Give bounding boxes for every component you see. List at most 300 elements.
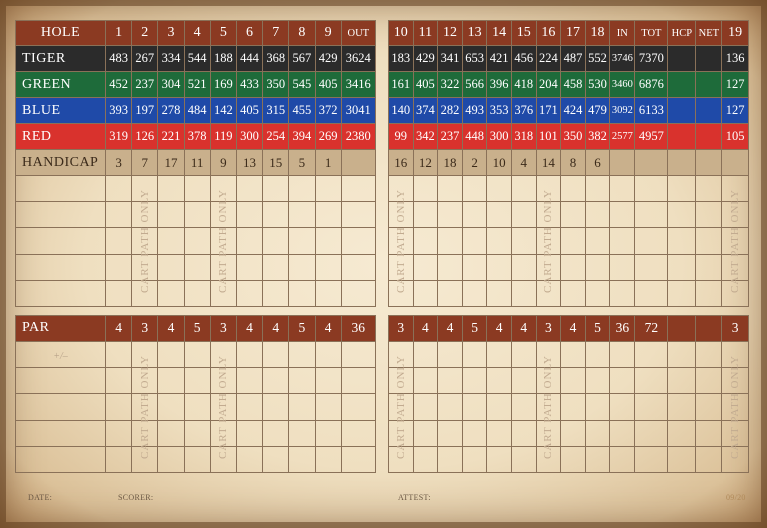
in-total: 3092 [610, 98, 635, 124]
score-cell[interactable] [184, 394, 210, 420]
cart-path-only-label: CART PATH ONLY [542, 354, 555, 459]
score-cell[interactable] [635, 176, 668, 202]
score-cell[interactable] [341, 280, 375, 306]
score-cell[interactable] [696, 176, 722, 202]
score-cell[interactable] [315, 368, 341, 394]
hole-number: 12 [438, 21, 463, 46]
score-cell[interactable] [561, 341, 586, 367]
score-cell[interactable] [438, 176, 463, 202]
score-cell[interactable] [413, 394, 438, 420]
score-cell[interactable] [511, 280, 536, 306]
score-row [389, 280, 749, 306]
score-cell[interactable] [462, 446, 487, 472]
score-cell[interactable] [236, 368, 262, 394]
score-cell[interactable] [289, 420, 315, 446]
yardage-cell: 350 [561, 124, 586, 150]
score-cell[interactable] [462, 254, 487, 280]
score-cell[interactable] [585, 420, 610, 446]
yardage-cell: 221 [158, 124, 184, 150]
score-cell[interactable] [158, 341, 184, 367]
divider [389, 306, 749, 315]
score-cell[interactable] [106, 420, 132, 446]
score-cell[interactable] [263, 341, 289, 367]
yardage-cell: 269 [315, 124, 341, 150]
yardage-cell: 282 [438, 98, 463, 124]
yardage-cell: 319 [106, 124, 132, 150]
score-cell[interactable] [184, 202, 210, 228]
score-cell[interactable] [487, 176, 512, 202]
score-cell[interactable] [106, 394, 132, 420]
score-cell[interactable] [462, 176, 487, 202]
score-cell[interactable] [585, 228, 610, 254]
score-cell[interactable] [263, 280, 289, 306]
score-cell[interactable] [696, 254, 722, 280]
score-cell[interactable] [462, 280, 487, 306]
score-cell[interactable] [585, 280, 610, 306]
hole-number: 14 [487, 21, 512, 46]
par-cell: 4 [438, 315, 463, 341]
score-cell[interactable] [16, 280, 106, 306]
handicap-row [389, 150, 749, 176]
yardage-cell: 334 [158, 46, 184, 72]
par-cell: 5 [462, 315, 487, 341]
yardage-cell: 342 [413, 124, 438, 150]
score-cell[interactable] [184, 368, 210, 394]
score-cell[interactable] [184, 446, 210, 472]
score-cell[interactable] [585, 394, 610, 420]
out-total: 2380 [341, 124, 375, 150]
score-cell[interactable] [106, 368, 132, 394]
score-cell[interactable] [341, 254, 375, 280]
par-cell: 4 [487, 315, 512, 341]
score-cell[interactable] [289, 341, 315, 367]
handicap-empty [610, 150, 635, 176]
hole-number: 10 [389, 21, 414, 46]
score-cell[interactable] [263, 202, 289, 228]
score-cell[interactable] [158, 202, 184, 228]
score-cell[interactable] [696, 394, 722, 420]
divider [16, 306, 376, 315]
score-cell[interactable] [487, 202, 512, 228]
score-cell[interactable] [462, 202, 487, 228]
score-cell[interactable] [635, 341, 668, 367]
score-cell[interactable] [668, 394, 696, 420]
score-cell[interactable] [158, 368, 184, 394]
score-cell[interactable] [561, 394, 586, 420]
yardage-cell: 237 [438, 124, 463, 150]
score-cell[interactable] [696, 341, 722, 367]
score-cell[interactable] [610, 394, 635, 420]
score-cell[interactable] [16, 420, 106, 446]
hcp-cell [668, 124, 696, 150]
score-cell[interactable] [511, 228, 536, 254]
score-cell[interactable] [315, 446, 341, 472]
yardage-cell: 374 [413, 98, 438, 124]
score-cell[interactable] [438, 394, 463, 420]
score-cell[interactable] [561, 446, 586, 472]
yardage-cell: 119 [210, 124, 236, 150]
score-cell[interactable] [263, 394, 289, 420]
score-cell[interactable] [462, 420, 487, 446]
score-cell[interactable] [106, 254, 132, 280]
handicap-empty [635, 150, 668, 176]
date-label: DATE: [28, 493, 53, 502]
score-cell[interactable] [263, 254, 289, 280]
out-total: 3041 [341, 98, 375, 124]
hcp-cell [668, 98, 696, 124]
score-cell[interactable] [413, 254, 438, 280]
score-cell[interactable] [668, 176, 696, 202]
yardage-cell: 300 [487, 124, 512, 150]
score-cell[interactable] [438, 446, 463, 472]
score-cell[interactable] [289, 394, 315, 420]
yardage-cell: 396 [487, 72, 512, 98]
score-row [389, 368, 749, 394]
par-net [696, 315, 722, 341]
score-cell[interactable] [106, 280, 132, 306]
score-cell[interactable] [236, 420, 262, 446]
score-cell[interactable] [438, 368, 463, 394]
score-cell[interactable] [668, 202, 696, 228]
score-cell[interactable] [236, 394, 262, 420]
score-cell[interactable] [561, 228, 586, 254]
score-cell[interactable] [511, 202, 536, 228]
score-cell[interactable] [511, 368, 536, 394]
score-cell[interactable] [668, 254, 696, 280]
score-row [389, 446, 749, 472]
score-cell[interactable] [341, 202, 375, 228]
score-cell[interactable] [236, 341, 262, 367]
score-cell[interactable] [184, 280, 210, 306]
yardage-cell: 171 [536, 98, 561, 124]
score-cell[interactable] [487, 446, 512, 472]
yardage-cell: 405 [413, 72, 438, 98]
score-cell[interactable] [585, 202, 610, 228]
score-cell[interactable] [106, 202, 132, 228]
score-cell[interactable] [511, 254, 536, 280]
score-cell[interactable] [668, 420, 696, 446]
par-cell: 5 [289, 315, 315, 341]
score-cell[interactable] [236, 446, 262, 472]
score-cell[interactable] [106, 341, 132, 367]
yardage-cell: 224 [536, 46, 561, 72]
yardage-cell: 405 [315, 72, 341, 98]
score-cell[interactable] [511, 341, 536, 367]
yardage-cell: 421 [487, 46, 512, 72]
score-cell[interactable] [184, 228, 210, 254]
score-cell[interactable] [561, 368, 586, 394]
score-cell[interactable] [610, 446, 635, 472]
score-cell[interactable] [16, 176, 106, 202]
par-cell: 4 [263, 315, 289, 341]
score-cell[interactable] [315, 394, 341, 420]
score-cell[interactable] [696, 446, 722, 472]
score-cell[interactable] [585, 368, 610, 394]
score-row [389, 176, 749, 202]
score-cell[interactable] [487, 420, 512, 446]
score-cell[interactable] [668, 280, 696, 306]
yardage-cell: 394 [289, 124, 315, 150]
score-cell[interactable] [610, 202, 635, 228]
score-cell[interactable] [487, 280, 512, 306]
score-cell[interactable] [16, 368, 106, 394]
net-cell [696, 72, 722, 98]
score-cell[interactable] [610, 254, 635, 280]
score-cell[interactable] [106, 446, 132, 472]
score-cell[interactable] [561, 420, 586, 446]
score-cell[interactable] [16, 341, 106, 367]
yardage-cell: 350 [263, 72, 289, 98]
score-cell[interactable] [668, 341, 696, 367]
score-cell[interactable] [635, 368, 668, 394]
score-cell[interactable] [158, 446, 184, 472]
score-row [16, 254, 376, 280]
score-cell[interactable] [158, 176, 184, 202]
score-cell[interactable] [158, 228, 184, 254]
score-cell[interactable] [184, 420, 210, 446]
yardage-cell: 197 [132, 98, 158, 124]
yardage-cell: 483 [106, 46, 132, 72]
score-row [16, 280, 376, 306]
score-cell[interactable] [511, 176, 536, 202]
score-cell[interactable] [236, 280, 262, 306]
score-cell[interactable] [158, 394, 184, 420]
score-cell[interactable] [413, 228, 438, 254]
plus-minus-label: +/– [53, 350, 68, 362]
score-cell[interactable] [315, 420, 341, 446]
score-cell[interactable] [610, 228, 635, 254]
score-cell[interactable] [341, 368, 375, 394]
score-cell[interactable] [315, 176, 341, 202]
score-cell[interactable] [462, 394, 487, 420]
score-cell[interactable] [487, 341, 512, 367]
score-cell[interactable] [696, 420, 722, 446]
handicap-cell: 3 [106, 150, 132, 176]
hole-number: 16 [536, 21, 561, 46]
score-row [16, 446, 376, 472]
yardage-cell: 237 [132, 72, 158, 98]
yardage-cell: 479 [585, 98, 610, 124]
score-cell[interactable] [585, 446, 610, 472]
score-cell[interactable] [315, 341, 341, 367]
score-cell[interactable] [438, 280, 463, 306]
score-cell[interactable] [696, 368, 722, 394]
score-row [389, 394, 749, 420]
score-cell[interactable] [585, 341, 610, 367]
score-cell[interactable] [184, 176, 210, 202]
hole-number: 9 [315, 21, 341, 46]
score-cell[interactable] [610, 368, 635, 394]
yardage-cell: 304 [158, 72, 184, 98]
score-cell[interactable] [487, 254, 512, 280]
par-label: PAR [16, 315, 106, 341]
score-row [16, 176, 376, 202]
score-cell[interactable] [289, 446, 315, 472]
score-cell[interactable] [16, 228, 106, 254]
net-cell [696, 124, 722, 150]
score-cell[interactable] [413, 280, 438, 306]
hole-number: 7 [263, 21, 289, 46]
handicap-cell: 9 [210, 150, 236, 176]
score-cell[interactable] [16, 254, 106, 280]
cart-path-only-label: CART PATH ONLY [138, 189, 151, 293]
par-cell: 3 [132, 315, 158, 341]
score-cell[interactable] [610, 280, 635, 306]
score-cell[interactable] [696, 280, 722, 306]
score-cell[interactable] [158, 254, 184, 280]
score-cell[interactable] [289, 280, 315, 306]
handicap-cell: 5 [289, 150, 315, 176]
yardage-cell: 653 [462, 46, 487, 72]
score-cell[interactable] [413, 446, 438, 472]
score-cell[interactable] [668, 228, 696, 254]
score-cell[interactable] [511, 394, 536, 420]
score-cell[interactable] [158, 280, 184, 306]
score-row [16, 202, 376, 228]
score-cell[interactable] [289, 176, 315, 202]
score-cell[interactable] [289, 202, 315, 228]
score-cell[interactable] [635, 280, 668, 306]
score-cell[interactable] [315, 202, 341, 228]
score-cell[interactable] [635, 394, 668, 420]
score-cell[interactable] [158, 420, 184, 446]
tee-row [16, 46, 376, 72]
score-cell[interactable] [413, 202, 438, 228]
score-cell[interactable] [610, 176, 635, 202]
score-cell[interactable] [289, 368, 315, 394]
score-cell[interactable] [487, 228, 512, 254]
score-cell[interactable] [315, 254, 341, 280]
score-cell[interactable] [610, 341, 635, 367]
card-code: 09/20 [726, 493, 746, 502]
score-cell[interactable] [635, 420, 668, 446]
cart-path-only-label: CART PATH ONLY [138, 354, 151, 459]
score-cell[interactable] [635, 446, 668, 472]
tee-row [389, 46, 749, 72]
score-cell[interactable] [16, 394, 106, 420]
par-row [389, 315, 749, 341]
score-cell[interactable] [106, 176, 132, 202]
score-cell[interactable] [263, 368, 289, 394]
score-cell[interactable] [289, 254, 315, 280]
score-cell[interactable] [585, 176, 610, 202]
attest-label: ATTEST: [398, 493, 431, 502]
score-cell[interactable] [413, 176, 438, 202]
score-cell[interactable] [236, 228, 262, 254]
score-cell[interactable] [16, 202, 106, 228]
out-header: OUT [341, 21, 375, 46]
score-cell[interactable] [184, 254, 210, 280]
par-in: 36 [610, 315, 635, 341]
tot-header: TOT [635, 21, 668, 46]
score-cell[interactable] [610, 420, 635, 446]
hole-number: 13 [462, 21, 487, 46]
score-cell[interactable] [236, 176, 262, 202]
score-cell[interactable] [438, 254, 463, 280]
score-cell[interactable] [635, 228, 668, 254]
score-cell[interactable] [635, 254, 668, 280]
score-cell[interactable] [668, 446, 696, 472]
score-cell[interactable] [511, 446, 536, 472]
yardage-cell: 567 [289, 46, 315, 72]
score-cell[interactable] [341, 228, 375, 254]
in-total: 2577 [610, 124, 635, 150]
yardage-cell: 418 [511, 72, 536, 98]
score-cell[interactable] [315, 228, 341, 254]
score-cell[interactable] [487, 368, 512, 394]
score-cell[interactable] [341, 394, 375, 420]
score-cell[interactable] [341, 176, 375, 202]
hole-19-yardage: 136 [722, 46, 749, 72]
score-row [16, 420, 376, 446]
hcp-cell [668, 46, 696, 72]
yardage-cell: 322 [438, 72, 463, 98]
score-cell[interactable] [236, 254, 262, 280]
score-cell[interactable] [668, 368, 696, 394]
score-cell[interactable] [341, 341, 375, 367]
handicap-cell: 4 [511, 150, 536, 176]
score-cell[interactable] [184, 341, 210, 367]
cart-path-only-label: CART PATH ONLY [217, 189, 230, 293]
yardage-cell: 456 [511, 46, 536, 72]
score-cell[interactable] [561, 280, 586, 306]
score-cell[interactable] [315, 280, 341, 306]
yardage-cell: 487 [561, 46, 586, 72]
score-cell[interactable] [106, 228, 132, 254]
score-cell[interactable] [438, 228, 463, 254]
tot-total: 6133 [635, 98, 668, 124]
par-cell: 4 [236, 315, 262, 341]
score-cell[interactable] [511, 420, 536, 446]
score-cell[interactable] [487, 394, 512, 420]
score-cell[interactable] [289, 228, 315, 254]
score-cell[interactable] [438, 341, 463, 367]
score-cell[interactable] [413, 420, 438, 446]
hole-number: 1 [106, 21, 132, 46]
score-cell[interactable] [413, 341, 438, 367]
score-cell[interactable] [341, 420, 375, 446]
yardage-cell: 368 [263, 46, 289, 72]
score-cell[interactable] [263, 420, 289, 446]
score-cell[interactable] [413, 368, 438, 394]
score-cell[interactable] [438, 420, 463, 446]
score-cell[interactable] [462, 341, 487, 367]
score-cell[interactable] [561, 254, 586, 280]
yardage-cell: 530 [585, 72, 610, 98]
out-total: 3416 [341, 72, 375, 98]
par-cell: 5 [585, 315, 610, 341]
score-cell[interactable] [462, 228, 487, 254]
score-cell[interactable] [696, 228, 722, 254]
score-cell[interactable] [341, 446, 375, 472]
score-cell[interactable] [585, 254, 610, 280]
score-cell[interactable] [561, 176, 586, 202]
yardage-cell: 188 [210, 46, 236, 72]
score-cell[interactable] [696, 202, 722, 228]
score-cell[interactable] [263, 446, 289, 472]
net-header: NET [696, 21, 722, 46]
score-cell[interactable] [236, 202, 262, 228]
score-cell[interactable] [263, 176, 289, 202]
score-cell[interactable] [462, 368, 487, 394]
tee-row [16, 124, 376, 150]
score-cell[interactable] [16, 446, 106, 472]
score-cell[interactable] [263, 228, 289, 254]
score-cell[interactable] [438, 202, 463, 228]
tot-total: 6876 [635, 72, 668, 98]
score-cell[interactable] [561, 202, 586, 228]
score-cell[interactable] [635, 202, 668, 228]
